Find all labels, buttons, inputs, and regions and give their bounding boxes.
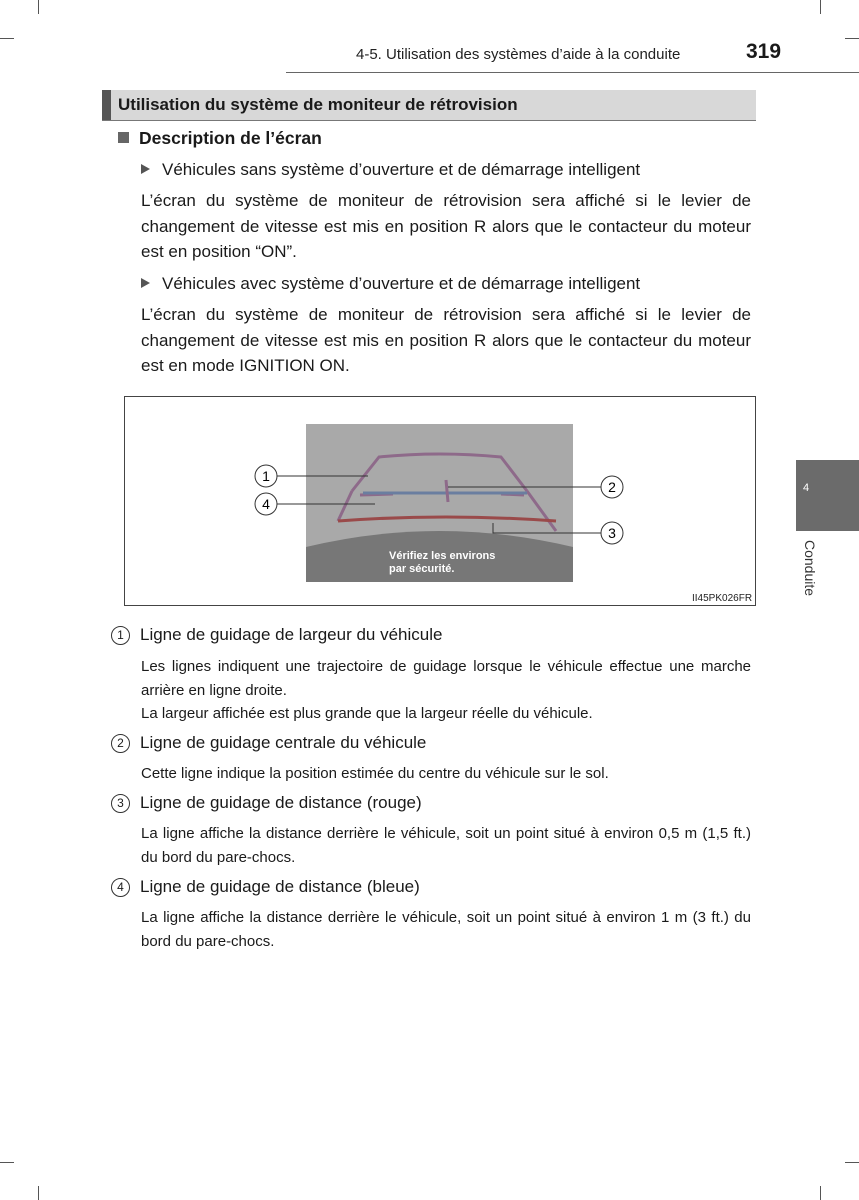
item-number-circle: 3 bbox=[111, 794, 130, 813]
crop-mark bbox=[845, 38, 859, 39]
callout-number-3: 3 bbox=[608, 525, 616, 541]
variant-heading bbox=[141, 274, 640, 294]
crop-mark bbox=[820, 0, 821, 14]
item-number-circle: 4 bbox=[111, 878, 130, 897]
variant-label: Véhicules avec système d’ouverture et de démarrage intelligent bbox=[162, 274, 641, 293]
crop-mark bbox=[0, 1162, 14, 1163]
triangle-bullet-icon bbox=[141, 164, 150, 174]
header-rule bbox=[286, 72, 859, 73]
item-number-circle: 1 bbox=[111, 626, 130, 645]
crop-mark bbox=[38, 0, 39, 14]
legend-item bbox=[111, 793, 422, 813]
item-number-circle: 2 bbox=[111, 734, 130, 753]
figure-code: II45PK026FR bbox=[692, 593, 753, 604]
figure-frame bbox=[124, 396, 756, 606]
crop-mark bbox=[0, 38, 14, 39]
item-description: Les lignes indiquent une trajectoire de guidage lorsque le véhicule effectue une marche arrière en ligne droite. bbox=[141, 658, 751, 699]
subsection-title: Description de l’écran bbox=[139, 128, 322, 148]
screen-message-line1: Vérifiez les environs bbox=[389, 550, 496, 562]
center-guide-line bbox=[446, 480, 448, 502]
callout-number-4: 4 bbox=[262, 496, 270, 512]
crop-mark bbox=[38, 1186, 39, 1200]
square-bullet-icon bbox=[118, 132, 129, 143]
triangle-bullet-icon bbox=[141, 278, 150, 288]
section-title: Utilisation du système de moniteur de rétrovision bbox=[118, 95, 518, 114]
callout-number-1: 1 bbox=[262, 468, 270, 484]
variant-paragraph: L’écran du système de moniteur de rétrovision sera affiché si le levier de changement de vitesse est mis en position R alors que le contacteur du moteur est en position “ON”. bbox=[141, 191, 751, 261]
item-title: Ligne de guidage de distance (bleue) bbox=[140, 877, 420, 896]
legend-item bbox=[111, 625, 442, 645]
crop-mark bbox=[820, 1186, 821, 1200]
running-header: 4-5. Utilisation des systèmes d’aide à la conduite bbox=[356, 46, 681, 63]
variant-label: Véhicules sans système d’ouverture et de démarrage intelligent bbox=[162, 160, 641, 179]
legend-item bbox=[111, 877, 420, 897]
chapter-number: 4 bbox=[803, 482, 810, 494]
callout-number-2: 2 bbox=[608, 479, 616, 495]
section-title-bar bbox=[102, 90, 756, 120]
item-description: Cette ligne indique la position estimée du centre du véhicule sur le sol. bbox=[141, 765, 609, 782]
crop-mark bbox=[845, 1162, 859, 1163]
rear-view-figure bbox=[125, 397, 755, 605]
variant-paragraph: L’écran du système de moniteur de rétrovision sera affiché si le levier de changement de vitesse est mis en position R alors que le contacteur du moteur est en mode IGNITION ON. bbox=[141, 305, 751, 375]
screen-message-line2: par sécurité. bbox=[389, 563, 455, 575]
section-accent bbox=[102, 90, 111, 120]
legend-item bbox=[111, 733, 426, 753]
section-rule bbox=[102, 120, 756, 121]
item-description: La ligne affiche la distance derrière le véhicule, soit un point situé à environ 0,5 m (1,5 ft.) du bord du pare-chocs. bbox=[141, 825, 751, 866]
variant-heading bbox=[141, 160, 640, 180]
item-title: Ligne de guidage de largeur du véhicule bbox=[140, 625, 443, 644]
chapter-label: Conduite bbox=[802, 540, 818, 597]
item-title: Ligne de guidage de distance (rouge) bbox=[140, 793, 422, 812]
item-description: La largeur affichée est plus grande que la largeur réelle du véhicule. bbox=[141, 705, 593, 722]
chapter-tab bbox=[796, 460, 859, 531]
item-description: La ligne affiche la distance derrière le véhicule, soit un point situé à environ 1 m (3 ft.) du bord du pare-chocs. bbox=[141, 909, 751, 950]
subsection-heading bbox=[118, 128, 322, 149]
page-number: 319 bbox=[746, 40, 782, 63]
item-title: Ligne de guidage centrale du véhicule bbox=[140, 733, 427, 752]
